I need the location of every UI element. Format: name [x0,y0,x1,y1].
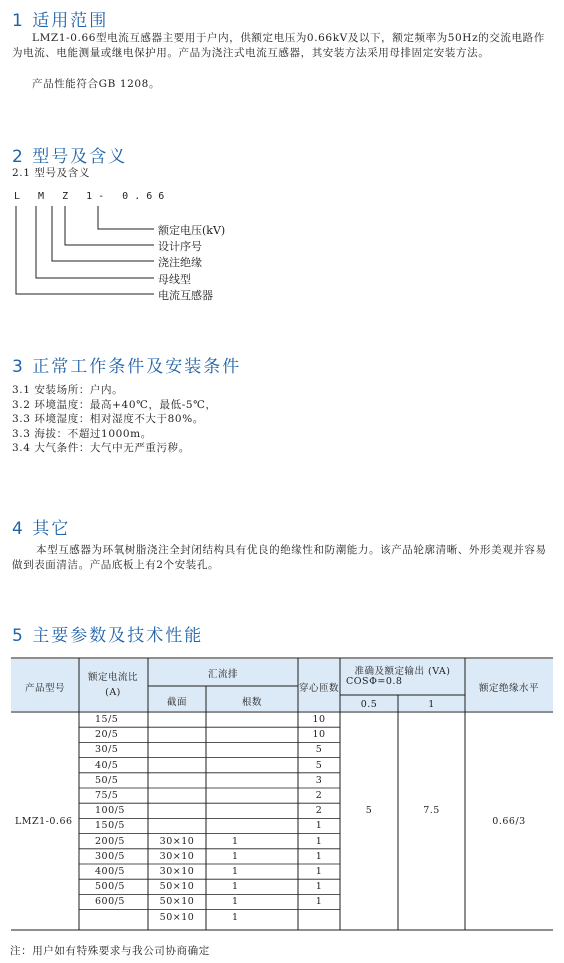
cell-ratio: 600/5 [95,896,125,908]
header-model: 产品型号 [24,683,65,694]
cell-turns: 5 [315,759,323,771]
condition-item: 3.2 环境温度：最高+40℃，最低-5℃， [12,399,217,411]
cell-turns: 2 [315,790,323,801]
cell-turns: 2 [315,805,323,817]
cell-count: 1 [232,911,239,923]
code-label-busbar: 母线型 [158,273,191,286]
condition-item: 3.3 环境湿度：相对湿度不大于80%。 [12,413,204,425]
footnote: 注：用户如有特殊要求与我公司协商确定 [10,945,210,957]
section-1-title: 1 适用范围 [12,11,109,31]
cell-turns: 1 [315,850,323,862]
code-label-ct: 电流互感器 [158,289,213,302]
cell-ratio: 200/5 [95,835,125,847]
cell-section: 50×10 [159,911,195,923]
model-code: L M Z 1- 0.66 [14,191,171,202]
condition-item: 3.4 大气条件：大气中无严重污秽。 [12,442,190,454]
header-turns: 穿心匝数 [298,683,339,694]
header-ratio: 额定电流比(A) [87,672,138,698]
cell-ratio: 500/5 [95,881,125,893]
section-1-standard: 产品性能符合GB 1208。 [32,78,161,90]
cell-count: 1 [232,850,239,862]
va-05-value: 5 [365,805,373,816]
header-busbar: 汇流排 [207,669,238,680]
cell-ratio: 150/5 [95,820,125,832]
section-4-paragraph: 本型互感器为环氧树脂浇注全封闭结构具有优良的绝缘性和防潮能力。该产品轮廓清晰、外形美观并容易做到表面清洁。产品底板上有2个安装孔。 [12,544,547,571]
cell-ratio: 30/5 [95,744,119,756]
cell-ratio: 40/5 [95,759,119,771]
cell-count: 1 [232,835,239,847]
cell-ratio: 100/5 [95,805,125,817]
cell-turns: 10 [312,729,326,741]
header-count: 根数 [241,697,262,708]
cell-turns: 1 [315,820,323,832]
cell-count: 1 [232,896,239,908]
cell-turns: 1 [315,896,323,908]
cell-turns: 3 [315,774,323,786]
condition-item: 3.3 海拔：不超过1000m。 [12,428,152,440]
cell-section: 50×10 [159,881,195,893]
code-label-insulation: 浇注绝缘 [158,256,202,269]
cell-section: 50×10 [159,896,195,908]
header-class-05: 0.5 [360,699,378,710]
condition-item: 3.1 安装场所：户内。 [12,384,124,396]
section-5-title: 5 主要参数及技术性能 [12,626,204,646]
section-1-paragraph: LMZ1-0.66型电流互感器主要用于户内，供额定电压为0.66kV及以下，额定频率为50Hz的交流电路作为电流、电能测量或继电保护用。产品为浇注式电流互感器，其安装方法采用母排固定安装方法。 [12,32,545,59]
cell-count: 1 [232,881,239,893]
cell-turns: 1 [315,881,323,893]
cell-ratio: 300/5 [95,850,125,862]
insulation-value: 0.66/3 [492,816,526,827]
cell-ratio: 400/5 [95,866,125,877]
cell-ratio: 50/5 [95,774,119,786]
cell-ratio: 75/5 [95,790,119,801]
cell-section: 30×10 [159,866,195,877]
cell-turns: 1 [315,866,323,877]
cell-ratio: 20/5 [95,729,119,741]
cell-section: 30×10 [159,850,195,862]
section-2-subtitle: 2.1 型号及含义 [12,167,90,179]
header-class-1: 1 [428,699,435,710]
code-label-voltage: 额定电压(kV) [158,224,226,237]
cell-turns: 10 [312,714,326,725]
header-section: 截面 [166,697,187,708]
header-accuracy: 准确及额定输出 (VA) [354,666,451,677]
header-cos: COSΦ=0.8 [346,676,403,687]
cell-turns: 1 [315,835,323,847]
va-1-value: 7.5 [423,805,440,816]
code-label-design: 设计序号 [158,240,202,253]
section-2-title: 2 型号及含义 [12,147,128,167]
section-3-title: 3 正常工作条件及安装条件 [12,357,242,377]
cell-section: 30×10 [159,835,195,847]
cell-turns: 5 [315,744,323,756]
model-value: LMZ1-0.66 [15,816,73,827]
header-insulation: 额定绝缘水平 [478,683,539,694]
cell-count: 1 [232,866,239,877]
cell-ratio: 15/5 [95,714,119,725]
section-4-title: 4 其它 [12,519,71,539]
